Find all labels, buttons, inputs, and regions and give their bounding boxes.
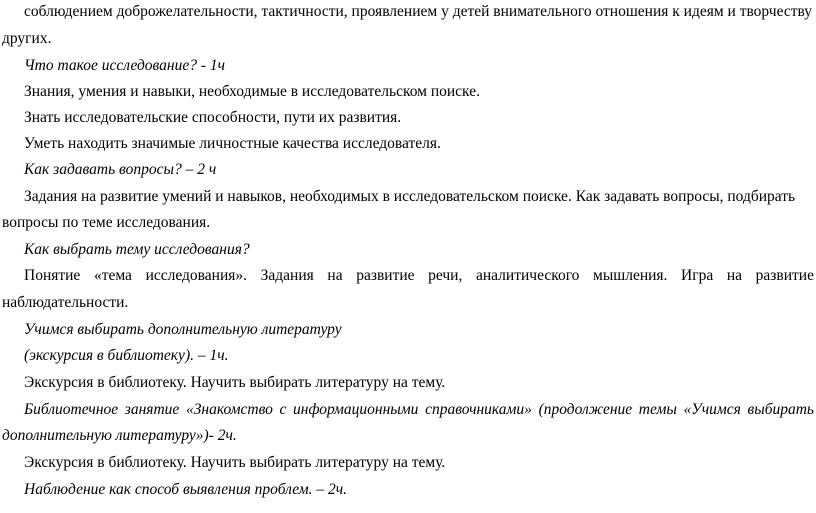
section-heading: дополнительную литературу»)- 2ч. [2,427,237,444]
section-heading: (экскурсия в библиотеку). – 1ч. [24,347,229,364]
paragraph-line: соблюдением доброжелательности, тактичности, проявлением у детей внимательного отношения к идеям и творчеству [24,3,813,20]
section-heading: Библиотечное занятие «Знакомство с информационными справочниками» (продолжение темы «Учимся выбирать [24,401,814,418]
paragraph-line: Уметь находить значимые личностные качества исследователя. [24,135,441,152]
section-heading: Наблюдение как способ выявления проблем. – 2ч. [24,481,348,498]
paragraph-line: Понятие «тема исследования». Задания на развитие речи, аналитического мышления. Игра на развитие [24,267,814,284]
section-heading: Как задавать вопросы? – 2 ч [24,161,217,178]
paragraph-line: Знать исследовательские способности, пути их развития. [24,109,402,126]
paragraph-line: Экскурсия в библиотеку. Научить выбирать литературу на тему. [24,374,446,391]
section-heading: Как выбрать тему исследования? [24,241,250,258]
section-heading: Что такое исследование? - 1ч [24,57,226,74]
paragraph-line: Задания на развитие умений и навыков, необходимых в исследовательском поиске. Как задавать вопросы, подбирать [24,188,796,205]
paragraph-line: наблюдательности. [2,294,129,311]
paragraph-line: Экскурсия в библиотеку. Научить выбирать литературу на тему. [24,454,446,471]
paragraph-line: других. [2,30,52,47]
paragraph-line: вопросы по теме исследования. [2,214,211,231]
section-heading: Учимся выбирать дополнительную литературу [24,321,342,338]
paragraph-line: Знания, умения и навыки, необходимые в исследовательском поиске. [24,83,480,100]
